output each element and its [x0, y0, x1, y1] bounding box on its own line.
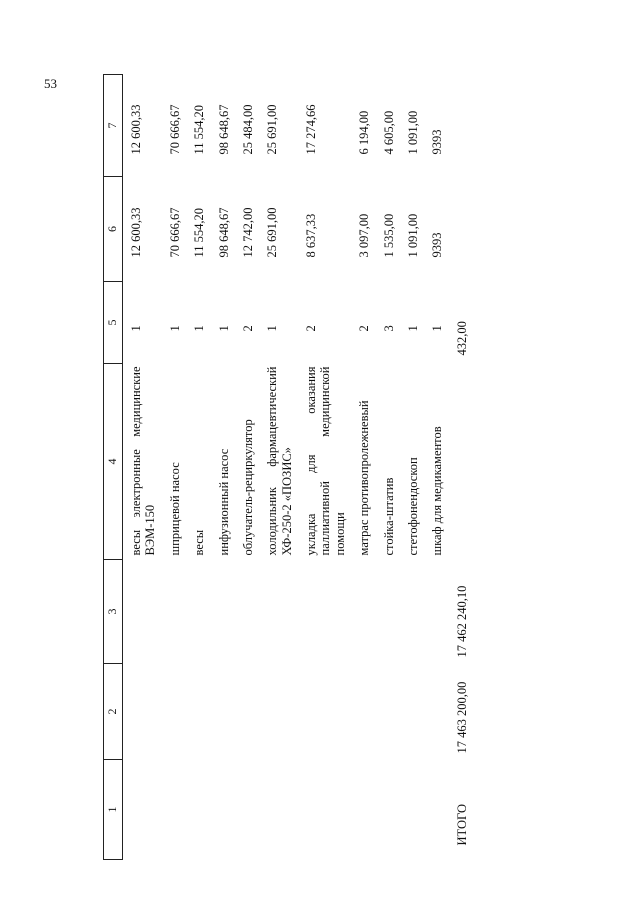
item-price: 70 666,67 — [167, 207, 182, 258]
item-sum: 4 605,00 — [381, 110, 396, 155]
header-col-1: 1 — [104, 760, 123, 860]
total-col-5: 432,00 — [454, 321, 469, 356]
item-name: шприцевой насос — [167, 462, 182, 556]
item-price: 12 742,00 — [240, 207, 255, 258]
table-row — [211, 75, 235, 860]
item-name: укладка для оказания паллиативной медицинской помощи — [304, 366, 347, 556]
item-qty: 2 — [240, 325, 255, 332]
item-price: 98 648,67 — [216, 207, 231, 258]
total-label: ИТОГО — [454, 804, 469, 846]
header-col-7: 7 — [104, 75, 123, 177]
item-name: шкаф для медикаментов — [430, 426, 445, 556]
item-sum: 25 691,00 — [265, 104, 280, 155]
item-qty: 1 — [129, 325, 143, 332]
item-sum: 11 554,20 — [192, 104, 207, 155]
total-col-3: 17 462 240,10 — [454, 585, 469, 658]
item-name: весы — [192, 529, 207, 556]
header-col-2: 2 — [104, 664, 123, 760]
item-name: стетофонендоскоп — [405, 457, 420, 556]
table-row — [351, 75, 375, 860]
table-row — [235, 75, 259, 860]
page-number: 53 — [44, 76, 57, 91]
equipment-table — [103, 74, 473, 860]
total-col-2: 17 463 200,00 — [454, 681, 469, 754]
total-row — [449, 75, 473, 860]
table-row — [298, 75, 351, 860]
header-col-3: 3 — [104, 560, 123, 664]
item-name: облучатель-рециркулятор — [240, 419, 255, 556]
item-price: 9393 — [430, 232, 445, 258]
item-sum: 98 648,67 — [216, 104, 231, 155]
equipment-table-sheet — [103, 70, 543, 860]
item-price: 25 691,00 — [265, 207, 280, 258]
item-qty: 2 — [357, 325, 372, 332]
item-price: 1 091,00 — [405, 213, 420, 258]
header-col-4: 4 — [104, 364, 123, 560]
table-row — [186, 75, 210, 860]
item-name: холодильник фармацевтический ХФ-250-2 «ПОЗИС» — [265, 366, 294, 556]
item-sum: 17 274,66 — [304, 104, 318, 155]
table-row — [424, 75, 448, 860]
item-sum: 9393 — [430, 129, 445, 155]
table-row — [123, 75, 162, 860]
item-sum: 25 484,00 — [240, 104, 255, 155]
item-name: матрас противопролежневый — [357, 400, 372, 556]
item-sum: 12 600,33 — [129, 104, 143, 155]
header-col-5: 5 — [104, 282, 123, 364]
header-row — [104, 75, 123, 860]
header-col-6: 6 — [104, 177, 123, 282]
item-sum: 6 194,00 — [357, 110, 372, 155]
item-price: 11 554,20 — [192, 207, 207, 258]
table-row — [162, 75, 186, 860]
item-qty: 1 — [216, 325, 231, 332]
item-qty: 1 — [167, 325, 182, 332]
item-price: 3 097,00 — [357, 213, 372, 258]
item-sum: 1 091,00 — [405, 110, 420, 155]
item-name: весы электронные медицинские ВЭМ-150 — [129, 366, 158, 556]
table-row — [376, 75, 400, 860]
item-price: 8 637,33 — [304, 213, 318, 258]
item-qty: 1 — [430, 325, 445, 332]
item-name: инфузионный насос — [216, 448, 231, 556]
item-price: 1 535,00 — [381, 213, 396, 258]
item-sum: 70 666,67 — [167, 104, 182, 155]
item-name: стойка-штатив — [381, 477, 396, 556]
item-qty: 2 — [304, 325, 318, 332]
table-row — [400, 75, 424, 860]
item-qty: 1 — [265, 325, 280, 332]
item-qty: 1 — [192, 325, 207, 332]
item-qty: 3 — [381, 325, 396, 332]
item-qty: 1 — [405, 325, 420, 332]
table-row — [259, 75, 298, 860]
item-price: 12 600,33 — [129, 207, 143, 258]
